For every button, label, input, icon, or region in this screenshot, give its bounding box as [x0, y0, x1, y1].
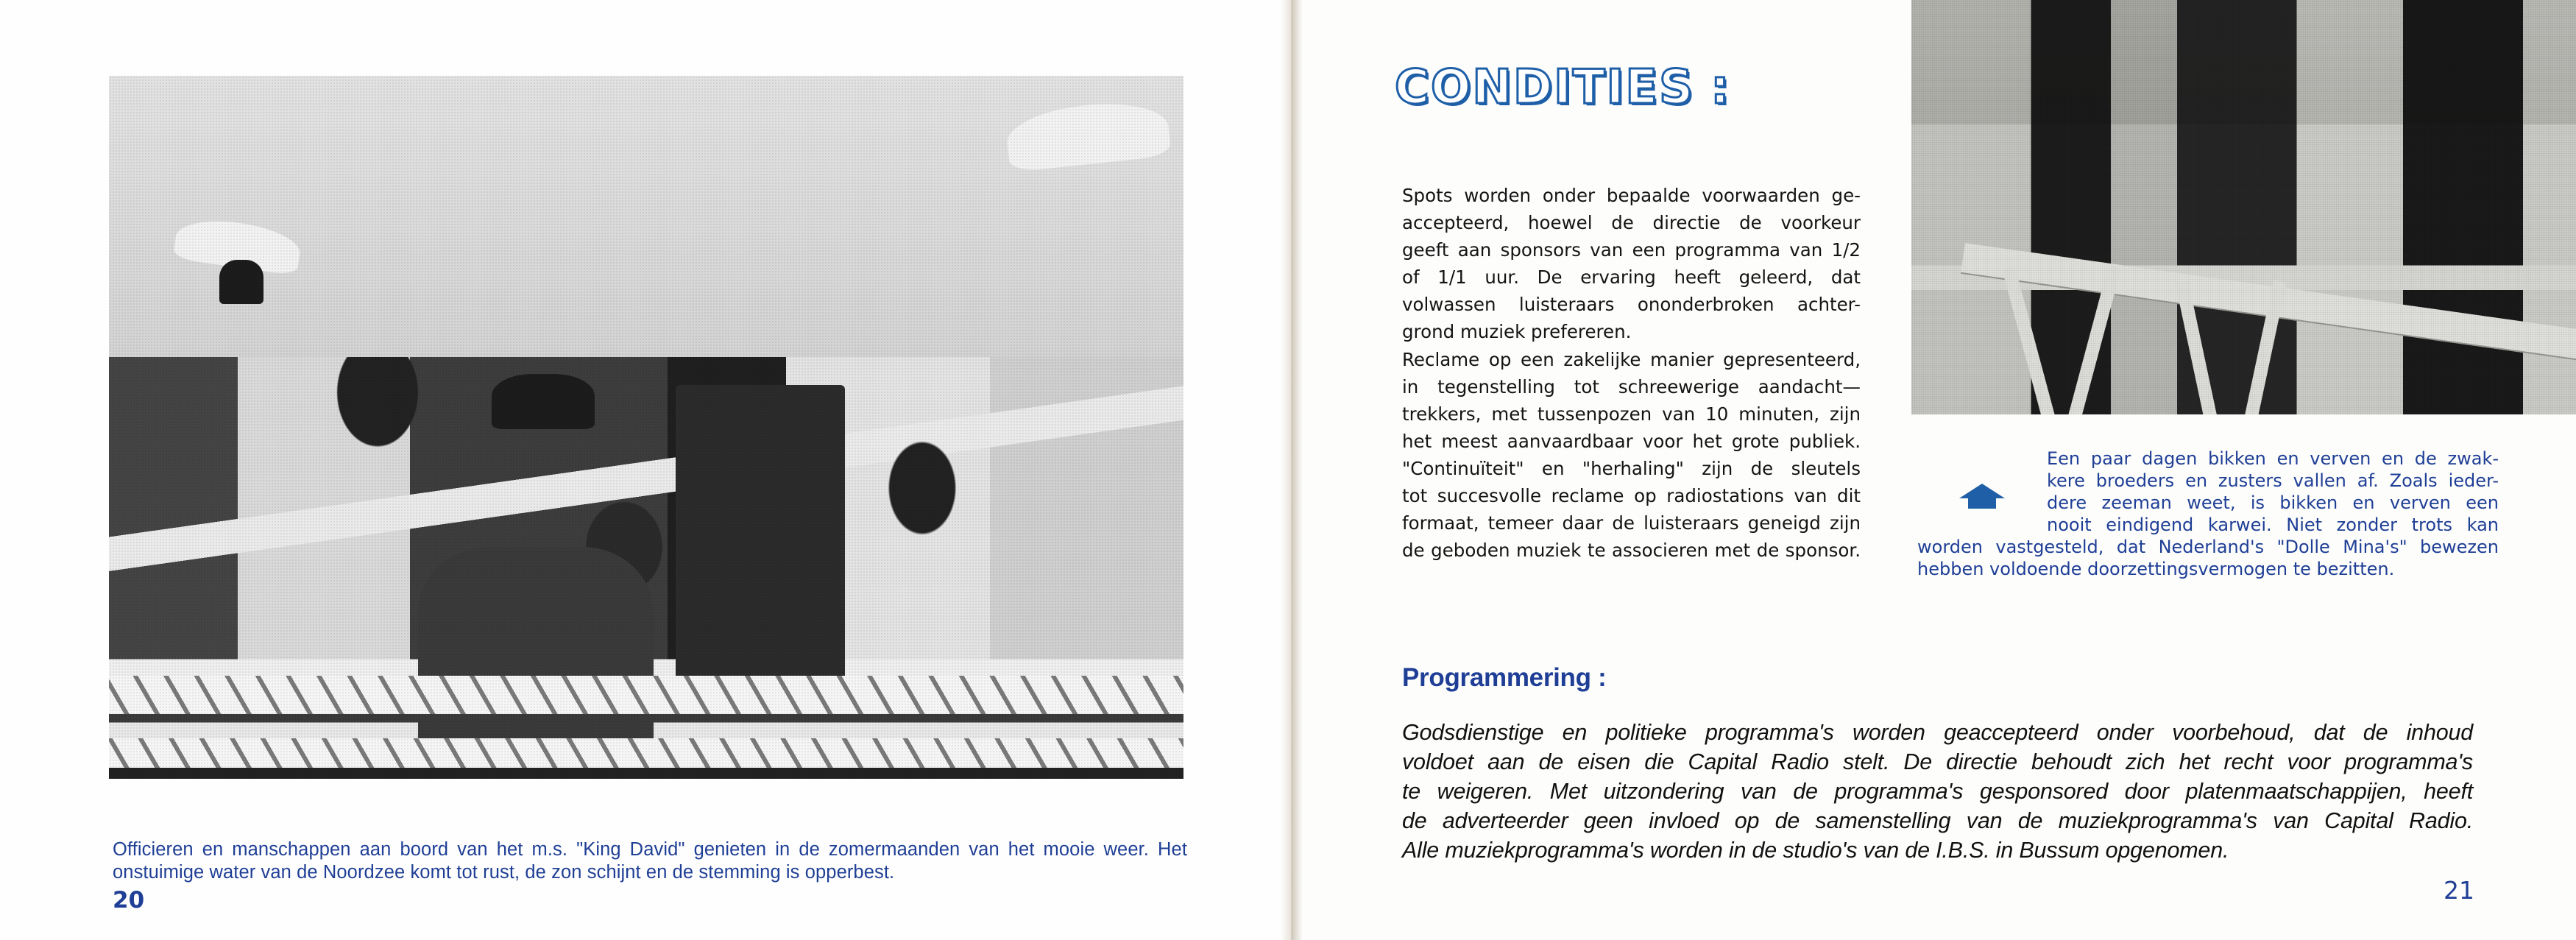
page-gutter-fold: [1281, 0, 1303, 940]
right-photo-caption: [1917, 448, 2499, 580]
crew-on-deck-photo: [109, 76, 1183, 779]
caption-line: dere zeeman weet, is bikken en verven een: [2047, 492, 2499, 513]
beret: [492, 374, 595, 429]
caption-line: hebben voldoende doorzettingsvermogen te bezitten.: [1917, 559, 2395, 579]
table-leg: [2002, 266, 2055, 414]
section-title-text: CONDITIES: [1395, 60, 1695, 115]
caption-line: kere broeders en zusters vallen af. Zoals ieder-: [2047, 470, 2499, 491]
body-line: tot succesvolle reclame op radiostations van dit: [1402, 485, 1861, 507]
officer-cap-left: [173, 214, 303, 275]
trestle-table: [1961, 243, 2576, 364]
body-line: Reclame op een zakelijke manier gepresenteerd,: [1402, 348, 1861, 370]
caption-line: worden vastgesteld, dat Nederland's "Dolle Mina's" bewezen: [1917, 537, 2499, 557]
body-line: trekkers, met tussenpozen van 10 minuten, zijn: [1402, 403, 1861, 425]
officer-cap-right: [1004, 97, 1171, 173]
body-line: formaat, temeer daar de luisteraars geneigd zijn: [1402, 512, 1861, 534]
body-line: Spots worden onder bepaalde voorwaarden ge-: [1402, 185, 1861, 206]
rope-railing: [109, 676, 1183, 714]
programming-line: de adverteerder geen invloed op de samenstelling van de muziekprogramma's van Capital Radio.: [1402, 808, 2473, 833]
programming-line: Godsdienstige en politieke programma's worden geaccepteerd onder voorbehoud, dat de inhoud: [1402, 720, 2473, 745]
photo-caption: Officieren en manschappen aan boord van het m.s. "King David" genieten in de zomermaanden van het mooie weer. Het onstuimige water van de Noordzee komt tot rust, de zon schijnt en de stemming is opperbest.: [113, 839, 1187, 883]
caption-line: Een paar dagen bikken en verven en de zwak-: [2047, 448, 2499, 469]
body-line: volwassen luisteraars ononderbroken achter-: [1402, 294, 1861, 316]
body-line: geeft aan sponsors van een programma van 1/2: [1402, 239, 1861, 261]
table-leg: [2241, 280, 2286, 414]
programming-line: voldoet aan de eisen die Capital Radio stelt. De directie behoudt zich het recht voor programma's: [1402, 749, 2473, 774]
uniform-jacket: [418, 547, 654, 768]
body-line: het meest aanvaardbaar voor het grote publiek.: [1402, 430, 1861, 452]
body-line: de geboden muziek te associeren met de sponsor.: [1402, 540, 1861, 562]
table-leg: [2068, 266, 2121, 414]
section-title: [1395, 60, 1731, 115]
painting-crew-photo: [1911, 0, 2576, 414]
caption-line: nooit eindigend karwei. Niet zonder trots kan: [2047, 515, 2499, 535]
officer-figure-left: [219, 260, 263, 304]
ship-window: [676, 385, 845, 694]
table-leg: [2175, 280, 2220, 414]
conditions-body-text: [1402, 182, 1861, 564]
rope-railing-lower: [109, 738, 1183, 768]
body-line: grond muziek prefereren.: [1402, 321, 1632, 343]
page-number: 20: [113, 887, 145, 914]
body-line: accepteerd, hoewel de directie de voorkeur: [1402, 212, 1861, 234]
body-line: "Continuïteit" en "herhaling" zijn de sleutels: [1402, 457, 1861, 479]
body-line: of 1/1 uur. De ervaring heeft geleerd, dat: [1402, 266, 1861, 289]
page-number: 21: [2444, 876, 2474, 905]
programming-line: te weigeren. Met uitzondering van de programma's gesponsored door platenmaatschappijen, heeft: [1402, 779, 2473, 804]
body-line: in tegenstelling tot schreewerige aandacht—: [1402, 375, 1861, 397]
programming-heading: Programmering :: [1402, 663, 1607, 692]
section-title-colon: :: [1710, 60, 1731, 115]
programming-text: [1402, 718, 2473, 865]
programming-line: Alle muziekprogramma's worden in de studio's van de I.B.S. in Bussum opgenomen.: [1402, 838, 2229, 863]
